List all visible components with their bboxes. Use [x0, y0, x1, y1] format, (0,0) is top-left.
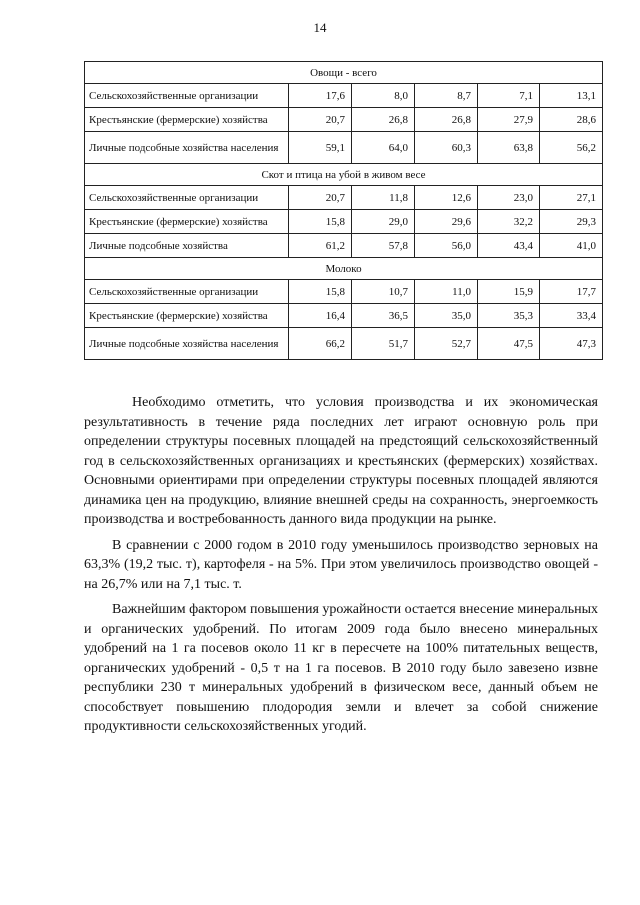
row-value: 27,9 — [478, 108, 540, 132]
row-value: 23,0 — [478, 186, 540, 210]
table-row — [85, 234, 603, 258]
section-title: Скот и птица на убой в живом весе — [85, 164, 603, 186]
row-value: 8,7 — [415, 84, 478, 108]
row-value: 36,5 — [352, 304, 415, 328]
table-row — [85, 108, 603, 132]
row-value: 64,0 — [352, 132, 415, 164]
paragraph: Необходимо отметить, что условия производства и их экономическая результативность в течение ряда последних лет играют основную роль при определении структуры посевных площадей на предстоящий сельскохозяйственный год в сельскохозяйственных организациях и крестьянских (фермерских) хозяйствах. Основными ориентирами при определении структуры посевных площадей являются динамика цен на продукцию, влияние внешней среды на сохранность, энергоемкость производства и востребованность данного вида продукции на рынке. — [84, 395, 598, 527]
table-row — [85, 328, 603, 360]
row-value: 43,4 — [478, 234, 540, 258]
row-label: Личные подсобные хозяйства — [85, 234, 289, 258]
section-title: Молоко — [85, 258, 603, 280]
row-label: Крестьянские (фермерские) хозяйства — [85, 304, 289, 328]
row-value: 15,8 — [289, 280, 352, 304]
row-value: 11,0 — [415, 280, 478, 304]
row-value: 60,3 — [415, 132, 478, 164]
table-row — [85, 280, 603, 304]
row-value: 29,3 — [540, 210, 603, 234]
row-label: Личные подсобные хозяйства населения — [85, 132, 289, 164]
row-value: 41,0 — [540, 234, 603, 258]
row-value: 59,1 — [289, 132, 352, 164]
row-value: 20,7 — [289, 108, 352, 132]
row-value: 27,1 — [540, 186, 603, 210]
table-row — [85, 132, 603, 164]
section-header-livestock — [85, 164, 603, 186]
row-value: 56,2 — [540, 132, 603, 164]
row-value: 35,3 — [478, 304, 540, 328]
row-value: 15,8 — [289, 210, 352, 234]
row-value: 15,9 — [478, 280, 540, 304]
section-header-milk — [85, 258, 603, 280]
row-value: 47,3 — [540, 328, 603, 360]
row-value: 33,4 — [540, 304, 603, 328]
row-value: 20,7 — [289, 186, 352, 210]
table-row — [85, 84, 603, 108]
table-row — [85, 210, 603, 234]
section-header-vegetables — [85, 62, 603, 84]
row-value: 26,8 — [352, 108, 415, 132]
row-value: 12,6 — [415, 186, 478, 210]
row-value: 29,0 — [352, 210, 415, 234]
row-value: 28,6 — [540, 108, 603, 132]
row-value: 17,6 — [289, 84, 352, 108]
row-value: 63,8 — [478, 132, 540, 164]
paragraph: В сравнении с 2000 годом в 2010 году уменьшилось производство зерновых на 63,3% (19,2 тыс. т), картофеля - на 5%. При этом увеличилось производство овощей - на 26,7% или на 7,1 тыс. т. — [84, 537, 598, 592]
row-value: 66,2 — [289, 328, 352, 360]
row-value: 8,0 — [352, 84, 415, 108]
row-label: Сельскохозяйственные организации — [85, 84, 289, 108]
row-value: 26,8 — [415, 108, 478, 132]
row-value: 32,2 — [478, 210, 540, 234]
row-value: 10,7 — [352, 280, 415, 304]
row-value: 52,7 — [415, 328, 478, 360]
table-row — [85, 186, 603, 210]
row-value: 57,8 — [352, 234, 415, 258]
row-value: 29,6 — [415, 210, 478, 234]
row-label: Сельскохозяйственные организации — [85, 186, 289, 210]
row-value: 35,0 — [415, 304, 478, 328]
row-value: 16,4 — [289, 304, 352, 328]
row-value: 13,1 — [540, 84, 603, 108]
row-label: Личные подсобные хозяйства населения — [85, 328, 289, 360]
row-value: 61,2 — [289, 234, 352, 258]
row-label: Крестьянские (фермерские) хозяйства — [85, 108, 289, 132]
body-text — [84, 393, 598, 743]
section-title: Овощи - всего — [85, 62, 603, 84]
row-value: 7,1 — [478, 84, 540, 108]
row-value: 56,0 — [415, 234, 478, 258]
row-value: 17,7 — [540, 280, 603, 304]
row-value: 47,5 — [478, 328, 540, 360]
statistics-table — [84, 61, 603, 360]
row-label: Крестьянские (фермерские) хозяйства — [85, 210, 289, 234]
paragraph: Важнейшим фактором повышения урожайности остается внесение минеральных и органических удобрений. По итогам 2009 года было внесено минеральных удобрений на 1 га посевов около 11 кг в пересчете на 100% питательных веществ, органических удобрений - 0,5 т на 1 га посевов. В 2010 году было завезено извне республики 230 т минеральных удобрений в физическом весе, данный объем не способствует повышению плодородия земли и влечет за собой снижение продуктивности сельскохозяйственных угодий. — [84, 602, 598, 734]
row-value: 51,7 — [352, 328, 415, 360]
page-number: 14 — [313, 20, 327, 35]
row-label: Сельскохозяйственные организации — [85, 280, 289, 304]
table-row — [85, 304, 603, 328]
row-value: 11,8 — [352, 186, 415, 210]
